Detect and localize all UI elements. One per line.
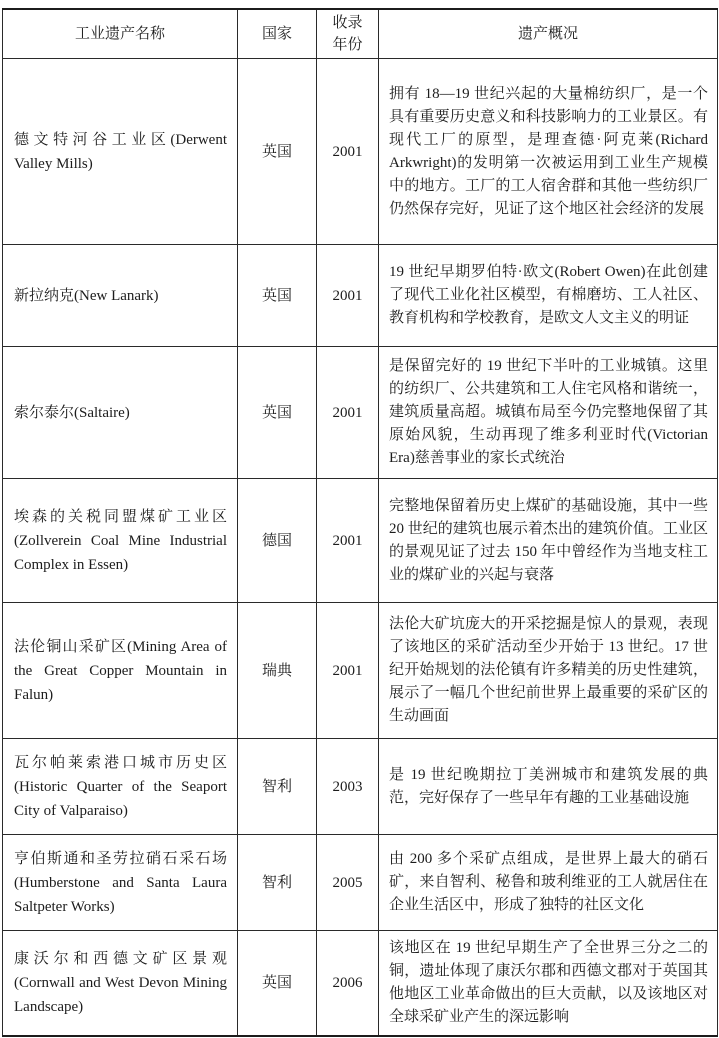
overview-cell: 是保留完好的 19 世纪下半叶的工业城镇。这里的纺织厂、公共建筑和工人住宅风格和谐统一，建筑质量高超。城镇布局至今仍完整地保留了其原始风貌，生动再现了维多利亚时代(Victorian Era)慈善事业的家长式统治	[379, 347, 718, 479]
year-cell: 2003	[317, 739, 379, 835]
overview-cell: 完整地保留着历史上煤矿的基础设施，其中一些 20 世纪的建筑也展示着杰出的建筑价值。工业区的景观见证了过去 150 年中曾经作为当地支柱工业的煤矿业的兴起与衰落	[379, 479, 718, 603]
table-row	[3, 603, 718, 739]
country-cell: 瑞典	[238, 603, 317, 739]
year-cell: 2001	[317, 479, 379, 603]
site-name-cell: 埃森的关税同盟煤矿工业区(Zollverein Coal Mine Industrial Complex in Essen)	[3, 479, 238, 603]
column-header-year-label: 收录年份	[332, 15, 363, 53]
overview-cell: 该地区在 19 世纪早期生产了全世界三分之二的铜，遗址体现了康沃尔郡和西德文郡对于英国其他地区工业革命做出的巨大贡献，以及该地区对全球采矿业产生的深远影响	[379, 931, 718, 1037]
site-name-cell: 索尔泰尔(Saltaire)	[3, 347, 238, 479]
country-cell: 智利	[238, 835, 317, 931]
column-header-name: 工业遗产名称	[3, 9, 238, 59]
site-name-cell: 德文特河谷工业区(Derwent Valley Mills)	[3, 59, 238, 245]
overview-cell: 拥有 18—19 世纪兴起的大量棉纺织厂，是一个具有重要历史意义和科技影响力的工业景区。有现代工厂的原型，是理查德·阿克莱(Richard Arkwright)的发明第一次被运用到工业生产规模中的地方。工厂的工人宿舍群和其他一些纺织厂仍然保存完好，见证了这个地区社会经济的发展	[379, 59, 718, 245]
site-name-cell: 瓦尔帕莱索港口城市历史区(Historic Quarter of the Seaport City of Valparaiso)	[3, 739, 238, 835]
year-cell: 2001	[317, 59, 379, 245]
table-row	[3, 479, 718, 603]
site-name-cell: 康沃尔和西德文矿区景观(Cornwall and West Devon Mining Landscape)	[3, 931, 238, 1037]
column-header-overview: 遗产概况	[379, 9, 718, 59]
table-row	[3, 931, 718, 1037]
table-row	[3, 347, 718, 479]
overview-cell: 是 19 世纪晚期拉丁美洲城市和建筑发展的典范，完好保存了一些早年有趣的工业基础设施	[379, 739, 718, 835]
table-row	[3, 245, 718, 347]
overview-cell: 法伦大矿坑庞大的开采挖掘是惊人的景观，表现了该地区的采矿活动至少开始于 13 世纪。17 世纪开始规划的法伦镇有许多精美的历史性建筑，展示了一幅几个世纪前世界上最重要的采矿区的生动画面	[379, 603, 718, 739]
country-cell: 智利	[238, 739, 317, 835]
column-header-country: 国家	[238, 9, 317, 59]
column-header-year	[317, 9, 379, 59]
country-cell: 英国	[238, 245, 317, 347]
site-name-cell: 亨伯斯通和圣劳拉硝石采石场(Humberstone and Santa Laura Saltpeter Works)	[3, 835, 238, 931]
table-row	[3, 739, 718, 835]
industrial-heritage-table	[2, 8, 718, 1037]
overview-cell: 由 200 多个采矿点组成，是世界上最大的硝石矿，来自智利、秘鲁和玻利维亚的工人就居住在企业生活区中，形成了独特的社区文化	[379, 835, 718, 931]
country-cell: 英国	[238, 931, 317, 1037]
country-cell: 英国	[238, 59, 317, 245]
year-cell: 2001	[317, 603, 379, 739]
year-cell: 2001	[317, 245, 379, 347]
year-cell: 2006	[317, 931, 379, 1037]
year-cell: 2001	[317, 347, 379, 479]
table-row	[3, 835, 718, 931]
overview-cell: 19 世纪早期罗伯特·欧文(Robert Owen)在此创建了现代工业化社区模型，有棉磨坊、工人社区、教育机构和学校教育，是欧文人文主义的明证	[379, 245, 718, 347]
site-name-cell: 法伦铜山采矿区(Mining Area of the Great Copper Mountain in Falun)	[3, 603, 238, 739]
header-row	[3, 9, 718, 59]
country-cell: 英国	[238, 347, 317, 479]
country-cell: 德国	[238, 479, 317, 603]
year-cell: 2005	[317, 835, 379, 931]
table-row	[3, 59, 718, 245]
site-name-cell: 新拉纳克(New Lanark)	[3, 245, 238, 347]
